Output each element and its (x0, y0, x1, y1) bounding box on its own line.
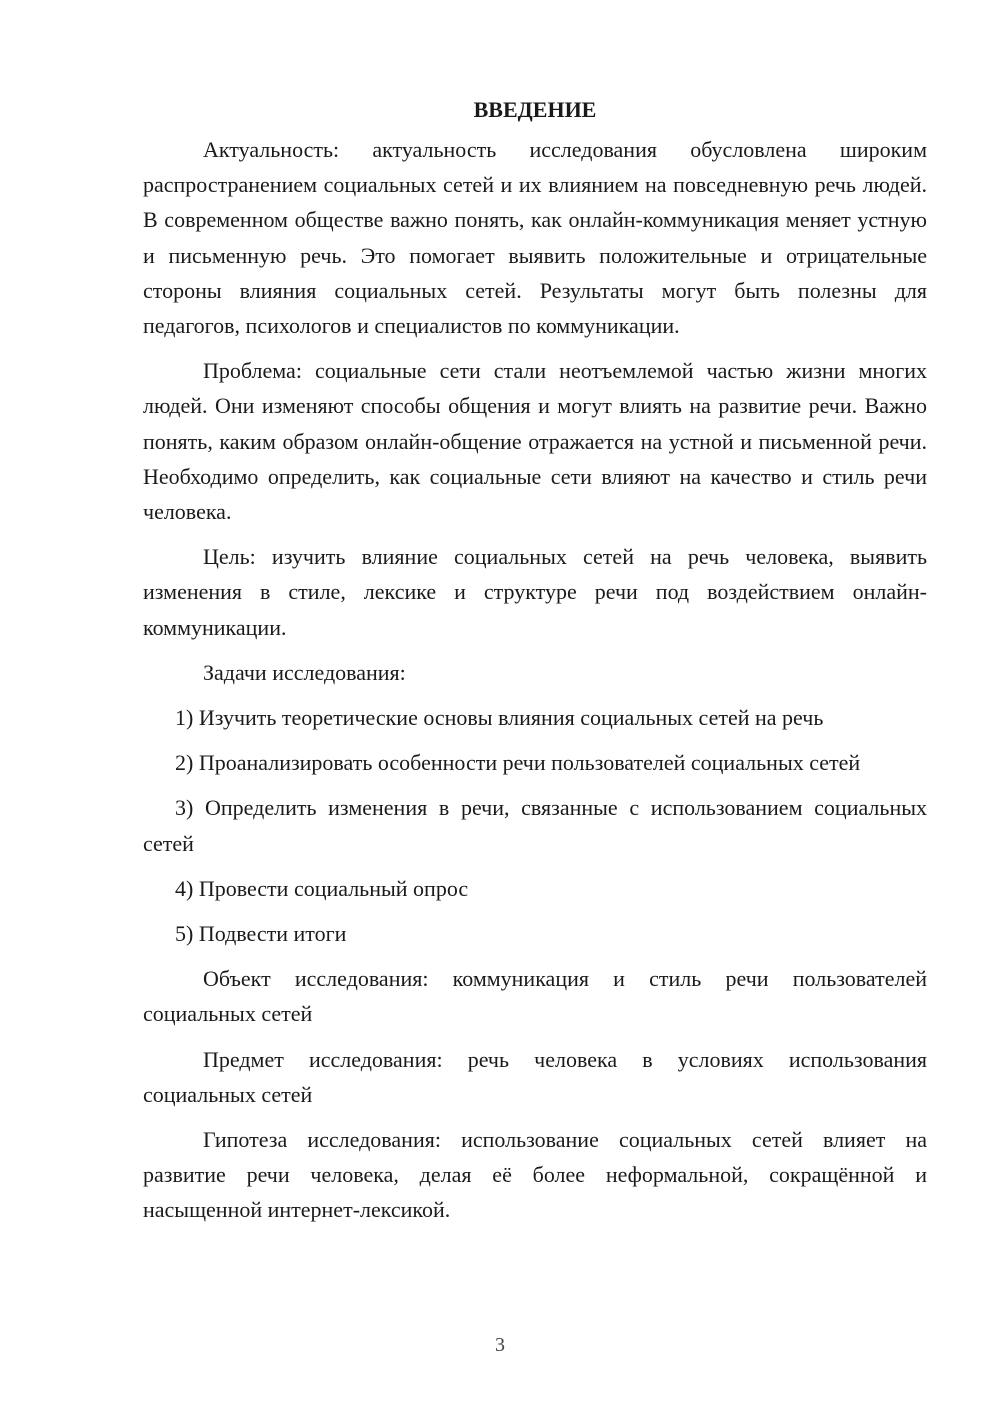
paragraph-goal: Цель: изучить влияние социальных сетей на речь человека, выявить изменения в стиле, лексике и структуре речи под воздействием онлайн-коммуникации. (143, 544, 927, 640)
task-item-2: 2) Проанализировать особенности речи пользователей социальных сетей (175, 750, 861, 776)
task-item-5: 5) Подвести итоги (175, 921, 347, 947)
paragraph-problem: Проблема: социальные сети стали неотъемлемой частью жизни многих людей. Они изменяют способы общения и могут влиять на развитие речи. Важно понять, каким образом онлайн-общение отражается на устной и письменной речи. Необходимо определить, как социальные сети влияют на качество и стиль речи человека. (143, 358, 927, 525)
document-page (143, 88, 927, 1238)
paragraph-subject: Предмет исследования: речь человека в условиях использования социальных сетей (143, 1046, 927, 1107)
task-item-4: 4) Провести социальный опрос (175, 875, 469, 901)
paragraph-relevance: Актуальность: актуальность исследования обусловлена широким распространением социальных сетей и их влиянием на повседневную речь людей. В современном обществе важно понять, как онлайн-коммуникация меняет устную и письменную речь. Это помогает выявить положительные и отрицательные стороны влияния социальных сетей. Результаты могут быть полезны для педагогов, психологов и специалистов по коммуникации. (143, 137, 927, 339)
paragraph-hypothesis: Гипотеза исследования: использование социальных сетей влияет на развитие речи человека, делая её более неформальной, сокращённой и насыщенной интернет-лексикой. (143, 1127, 927, 1223)
section-title: ВВЕДЕНИЕ (473, 97, 597, 122)
paragraph-object: Объект исследования: коммуникация и стиль речи пользователей социальных сетей (143, 966, 927, 1027)
page-number: 3 (495, 1334, 505, 1356)
paragraph-tasks-heading: Задачи исследования: (203, 659, 406, 685)
task-item-3: 3) Определить изменения в речи, связанные с использованием социальных сетей (143, 795, 927, 856)
task-item-1: 1) Изучить теоретические основы влияния социальных сетей на речь (175, 705, 824, 731)
